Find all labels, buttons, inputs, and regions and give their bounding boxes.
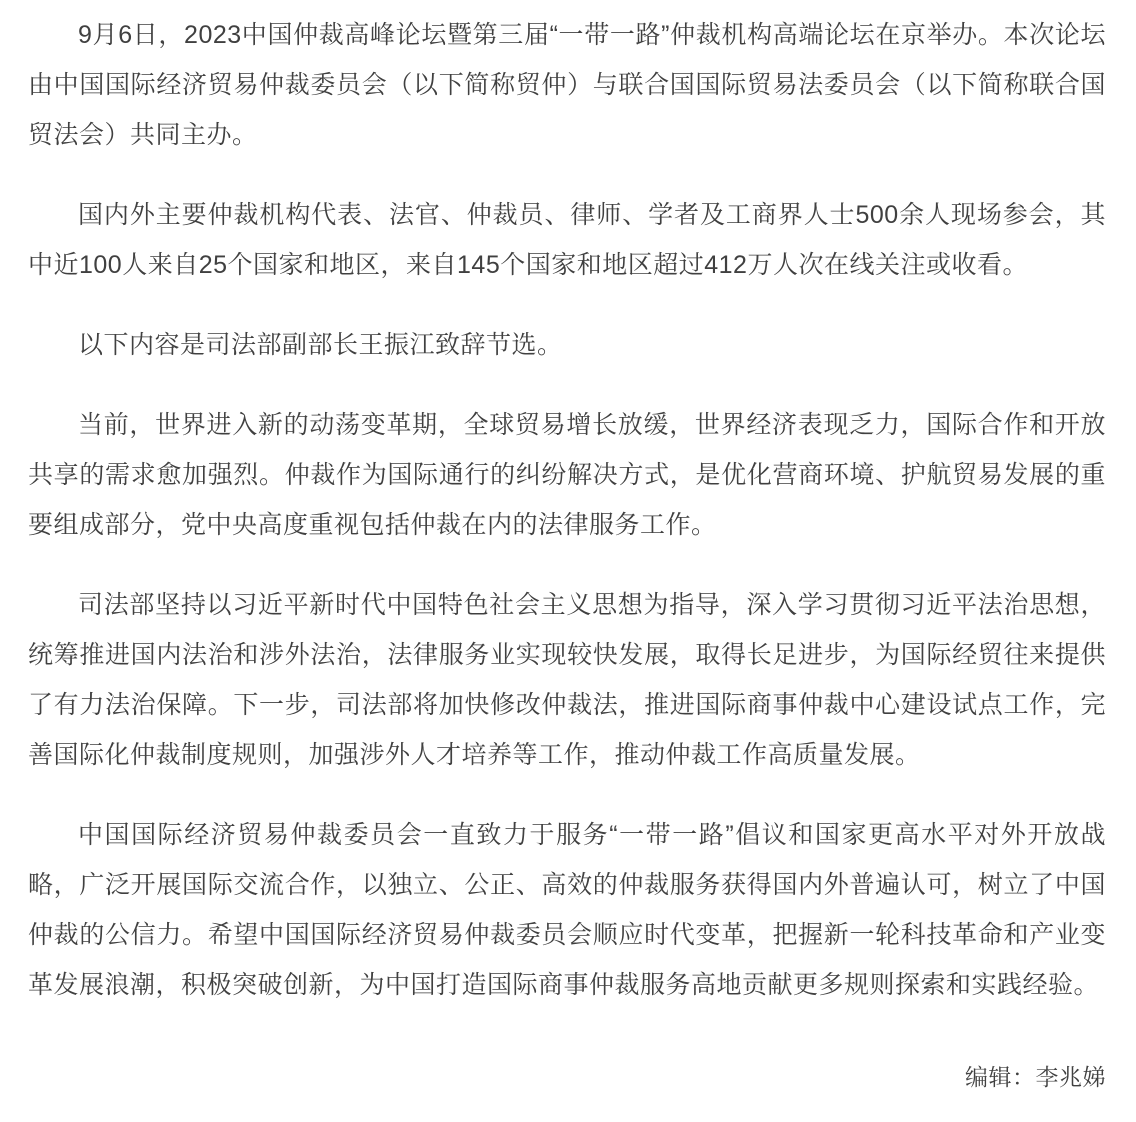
article-paragraph-cietac: 中国国际经济贸易仲裁委员会一直致力于服务“一带一路”倡议和国家更高水平对外开放战略，广泛开展国际交流合作，以独立、公正、高效的仲裁服务获得国内外普遍认可，树立了中国仲裁的公信力。希望中国国际经济贸易仲裁委员会顺应时代变革，把握新一轮科技革命和产业变革发展浪潮，积极突破创新，为中国打造国际商事仲裁服务高地贡献更多规则探索和实践经验。 bbox=[28, 821, 1106, 999]
article-paragraph-attendance: 国内外主要仲裁机构代表、法官、仲裁员、律师、学者及工商界人士500余人现场参会，其中近100人来自25个国家和地区，来自145个国家和地区超过412万人次在线关注或收看。 bbox=[28, 201, 1106, 279]
editor-credit: 编辑：李兆娣 bbox=[965, 1064, 1106, 1090]
article-paragraph-speech-note: 以下内容是司法部副部长王振江致辞节选。 bbox=[78, 331, 563, 359]
article-paragraph-ministry: 司法部坚持以习近平新时代中国特色社会主义思想为指导，深入学习贯彻习近平法治思想，统筹推进国内法治和涉外法治，法律服务业实现较快发展，取得长足进步，为国际经贸往来提供了有力法治保障。下一步，司法部将加快修改仲裁法，推进国际商事仲裁中心建设试点工作，完善国际化仲裁制度规则，加强涉外人才培养等工作，推动仲裁工作高质量发展。 bbox=[28, 591, 1106, 769]
article-paragraph-context: 当前，世界进入新的动荡变革期，全球贸易增长放缓，世界经济表现乏力，国际合作和开放共享的需求愈加强烈。仲裁作为国际通行的纠纷解决方式，是优化营商环境、护航贸易发展的重要组成部分，党中央高度重视包括仲裁在内的法律服务工作。 bbox=[28, 411, 1106, 539]
article-paragraph-intro: 9月6日，2023中国仲裁高峰论坛暨第三届“一带一路”仲裁机构高端论坛在京举办。本次论坛由中国国际经济贸易仲裁委员会（以下简称贸仲）与联合国国际贸易法委员会（以下简称联合国贸法会）共同主办。 bbox=[28, 21, 1106, 149]
